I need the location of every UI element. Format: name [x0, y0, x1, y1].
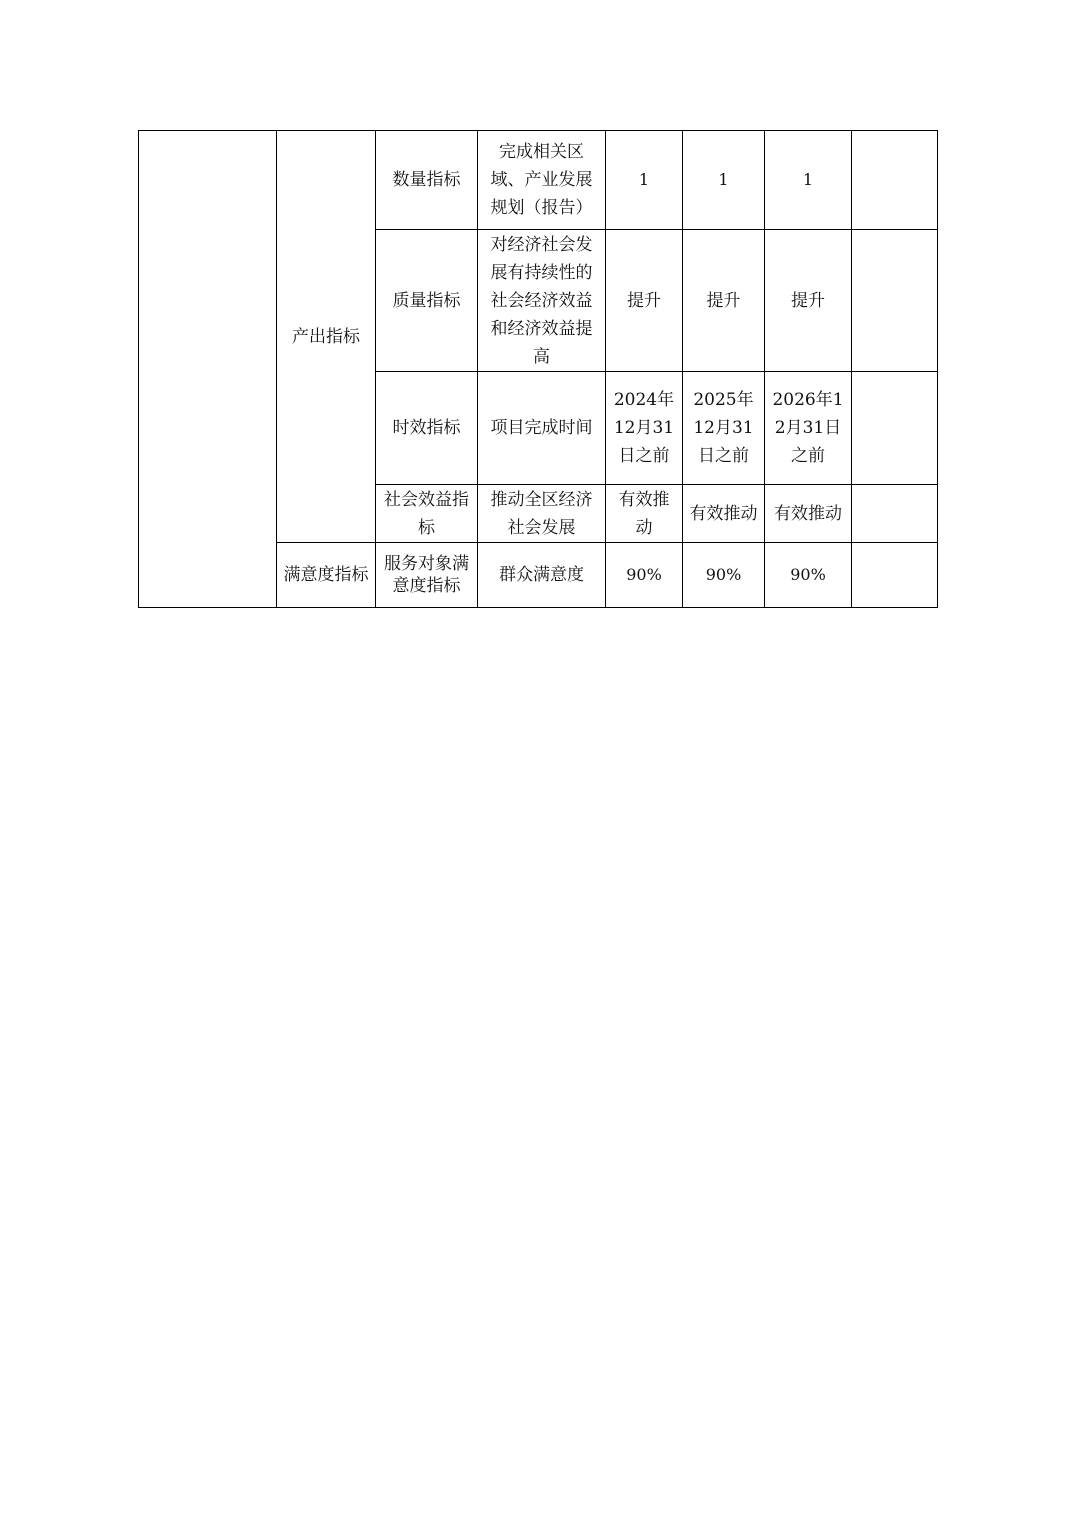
performance-indicator-table — [138, 130, 938, 608]
value-2026: 有效推动 — [765, 485, 852, 543]
value-2025: 有效推动 — [683, 485, 765, 543]
value-2026: 提升 — [765, 230, 852, 372]
value-2024: 90% — [606, 543, 683, 608]
value-2025: 提升 — [683, 230, 765, 372]
note-cell — [852, 543, 938, 608]
value-2026: 2026年12月31日之前 — [765, 372, 852, 485]
table-row — [139, 131, 938, 230]
value-2026: 90% — [765, 543, 852, 608]
note-cell — [852, 131, 938, 230]
indicator-name: 数量指标 — [376, 131, 478, 230]
note-cell — [852, 230, 938, 372]
satisfaction-indicator-group: 满意度指标 — [277, 543, 376, 608]
note-cell — [852, 485, 938, 543]
blank-first-column-cell — [139, 131, 277, 608]
indicator-name: 时效指标 — [376, 372, 478, 485]
indicator-content: 群众满意度 — [478, 543, 606, 608]
value-2025: 2025年12月31日之前 — [683, 372, 765, 485]
indicator-content: 推动全区经济社会发展 — [478, 485, 606, 543]
output-indicator-group: 产出指标 — [277, 131, 376, 543]
value-2024: 有效推动 — [606, 485, 683, 543]
value-2024: 提升 — [606, 230, 683, 372]
note-cell — [852, 372, 938, 485]
value-2024: 1 — [606, 131, 683, 230]
value-2025: 1 — [683, 131, 765, 230]
indicator-name: 质量指标 — [376, 230, 478, 372]
value-2025: 90% — [683, 543, 765, 608]
indicator-content: 项目完成时间 — [478, 372, 606, 485]
indicator-content: 对经济社会发展有持续性的社会经济效益和经济效益提高 — [478, 230, 606, 372]
indicator-content: 完成相关区域、产业发展规划（报告） — [478, 131, 606, 230]
value-2024: 2024年12月31日之前 — [606, 372, 683, 485]
indicator-name: 社会效益指标 — [376, 485, 478, 543]
value-2026: 1 — [765, 131, 852, 230]
indicator-name: 服务对象满意度指标 — [376, 543, 478, 608]
